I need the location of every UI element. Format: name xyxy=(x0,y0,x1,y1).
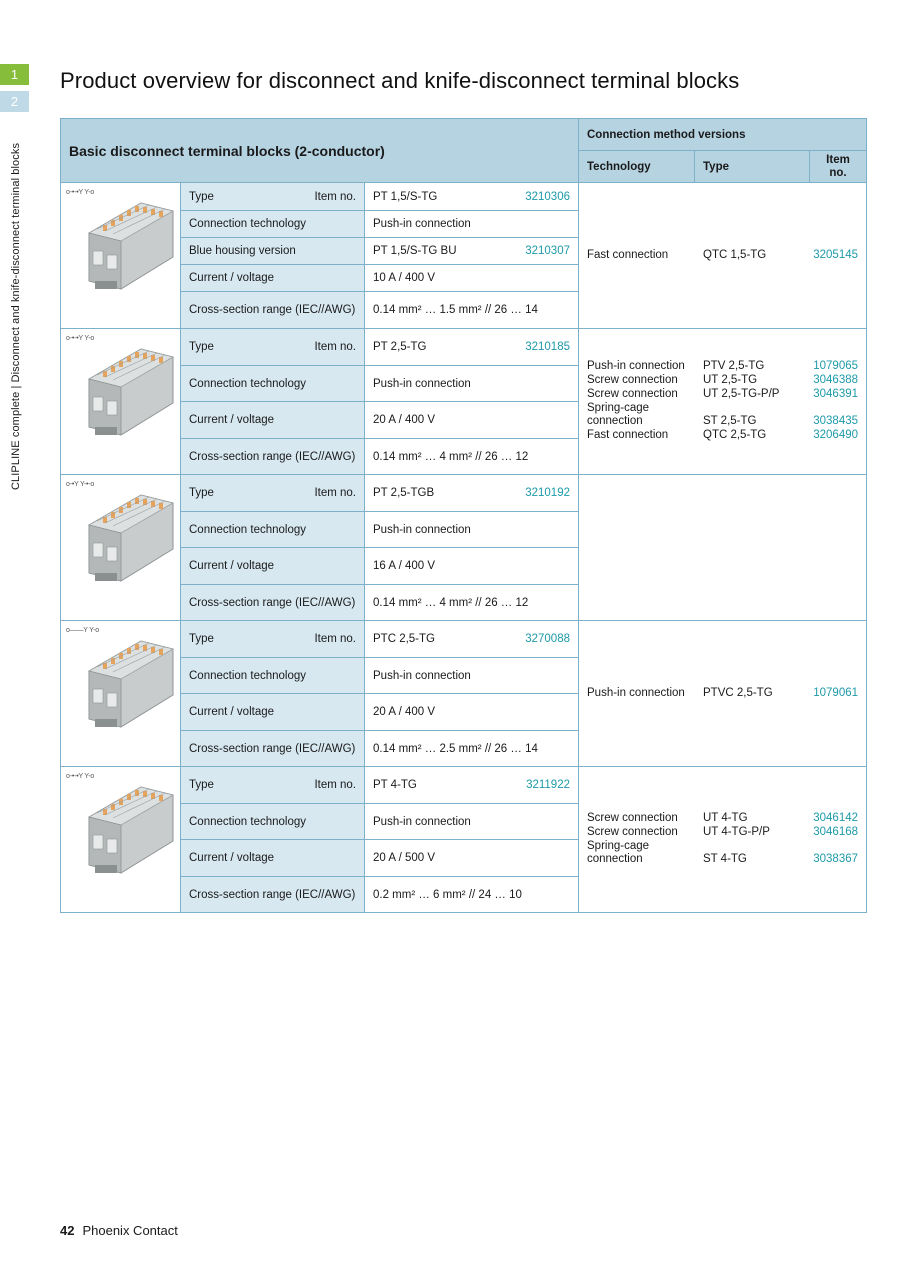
terminal-block-image xyxy=(81,199,177,299)
wiring-symbol: o-•-•Y Y-o xyxy=(66,189,95,196)
label-connection-technology: Connection technology xyxy=(181,512,365,548)
label-connection-technology: Connection technology xyxy=(181,658,365,694)
value-current-voltage: 16 A / 400 V xyxy=(365,548,579,585)
label-cross-section: Cross-section range (IEC//AWG) xyxy=(181,877,365,913)
page-number: 42 xyxy=(60,1223,75,1238)
label-current-voltage: Current / voltage xyxy=(181,694,365,731)
value-cross-section: 0.14 mm² … 2.5 mm² // 26 … 14 xyxy=(365,731,579,767)
item-number-link[interactable]: 3211922 xyxy=(526,779,570,791)
value-current-voltage: 10 A / 400 V xyxy=(365,265,579,292)
item-number-link[interactable]: 3038435 xyxy=(813,415,859,428)
value-type: PT 4-TG 3211922 xyxy=(365,767,579,804)
label-blue-housing: Blue housing version xyxy=(181,238,365,265)
terminal-block-image xyxy=(81,491,177,591)
product-image-cell xyxy=(61,183,181,329)
label-cross-section: Cross-section range (IEC//AWG) xyxy=(181,731,365,767)
value-connection-technology: Push-in connection xyxy=(365,512,579,548)
item-number-link[interactable]: 1079061 xyxy=(813,686,859,699)
connection-row: Fast connection QTC 2,5-TG 3206490 xyxy=(587,428,859,441)
wiring-symbol: o-•Y Y-•-o xyxy=(66,481,95,488)
connection-versions-cell xyxy=(579,329,867,475)
product-group xyxy=(61,329,867,475)
label-cross-section: Cross-section range (IEC//AWG) xyxy=(181,439,365,475)
company-name: Phoenix Contact xyxy=(82,1223,178,1238)
item-number-link[interactable]: 3046168 xyxy=(813,825,859,838)
page-title: Product overview for disconnect and knife-disconnect terminal blocks xyxy=(60,68,740,93)
label-cross-section: Cross-section range (IEC//AWG) xyxy=(181,585,365,621)
product-image-cell xyxy=(61,767,181,913)
terminal-block-image xyxy=(81,637,177,737)
label-type: Type Item no. xyxy=(181,475,365,512)
connection-row: Fast connection QTC 1,5-TG 3205145 xyxy=(587,248,859,261)
connection-versions-cell xyxy=(579,475,867,621)
value-cross-section: 0.14 mm² … 1.5 mm² // 26 … 14 xyxy=(365,292,579,329)
value-cross-section: 0.14 mm² … 4 mm² // 26 … 12 xyxy=(365,439,579,475)
product-group xyxy=(61,183,867,329)
label-type: Type Item no. xyxy=(181,767,365,804)
value-blue-housing: PT 1,5/S-TG BU 3210307 xyxy=(365,238,579,265)
terminal-block-image xyxy=(81,783,177,883)
col-type: Type xyxy=(695,151,810,183)
item-number-link[interactable]: 3210185 xyxy=(525,341,570,353)
side-running-title: CLIPLINE complete | Disconnect and knife-disconnect terminal blocks xyxy=(10,142,22,490)
connection-row: Spring-cage xyxy=(587,401,650,414)
item-number-link[interactable]: 3046388 xyxy=(813,374,859,387)
chapter-tab-1[interactable]: 1 xyxy=(0,64,29,85)
connection-row: Push-in connection PTVC 2,5-TG 1079061 xyxy=(587,686,859,699)
wiring-symbol: o-•-•Y Y-o xyxy=(66,335,95,342)
product-overview-table xyxy=(60,118,867,913)
connection-row: Screw connection UT 4-TG-P/P 3046168 xyxy=(587,825,859,838)
connection-row: Push-in connection PTV 2,5-TG 1079065 xyxy=(587,360,859,373)
col-technology: Technology xyxy=(579,151,695,183)
label-current-voltage: Current / voltage xyxy=(181,548,365,585)
value-cross-section: 0.14 mm² … 4 mm² // 26 … 12 xyxy=(365,585,579,621)
connection-versions-cell xyxy=(579,767,867,913)
product-image-cell xyxy=(61,329,181,475)
wiring-symbol: o-•-•Y Y-o xyxy=(66,773,95,780)
value-connection-technology: Push-in connection xyxy=(365,366,579,402)
product-image-cell xyxy=(61,475,181,621)
label-connection-technology: Connection technology xyxy=(181,211,365,238)
label-type: Type Item no. xyxy=(181,621,365,658)
chapter-tab-2[interactable]: 2 xyxy=(0,91,29,112)
connection-row: Screw connection UT 4-TG 3046142 xyxy=(587,812,859,825)
value-current-voltage: 20 A / 400 V xyxy=(365,694,579,731)
connection-row: Spring-cage xyxy=(587,839,650,852)
connection-row: connection ST 2,5-TG 3038435 xyxy=(587,415,859,428)
value-type: PT 2,5-TG 3210185 xyxy=(365,329,579,366)
header-connection-versions: Connection method versions xyxy=(579,119,867,151)
connection-row: Screw connection UT 2,5-TG 3046388 xyxy=(587,374,859,387)
value-cross-section: 0.2 mm² … 6 mm² // 24 … 10 xyxy=(365,877,579,913)
item-number-link[interactable]: 1079065 xyxy=(813,360,859,373)
terminal-block-image xyxy=(81,345,177,445)
product-group xyxy=(61,767,867,913)
label-type: Type Item no. xyxy=(181,329,365,366)
value-type: PTC 2,5-TG 3270088 xyxy=(365,621,579,658)
value-current-voltage: 20 A / 400 V xyxy=(365,402,579,439)
item-number-link[interactable]: 3210192 xyxy=(525,487,570,499)
item-number-link[interactable]: 3206490 xyxy=(813,428,859,441)
value-current-voltage: 20 A / 500 V xyxy=(365,840,579,877)
item-number-link[interactable]: 3205145 xyxy=(813,248,859,261)
connection-versions-cell xyxy=(579,621,867,767)
item-number-link[interactable]: 3046391 xyxy=(813,387,859,400)
header-basic-blocks: Basic disconnect terminal blocks (2-conductor) xyxy=(61,119,579,183)
label-connection-technology: Connection technology xyxy=(181,366,365,402)
value-connection-technology: Push-in connection xyxy=(365,804,579,840)
item-number-link[interactable]: 3046142 xyxy=(813,812,859,825)
value-type: PT 2,5-TGB 3210192 xyxy=(365,475,579,512)
label-current-voltage: Current / voltage xyxy=(181,265,365,292)
product-image-cell xyxy=(61,621,181,767)
connection-versions-cell xyxy=(579,183,867,329)
connection-row: connection ST 4-TG 3038367 xyxy=(587,853,859,866)
wiring-symbol: o——Y Y-o xyxy=(66,627,99,634)
product-group xyxy=(61,475,867,621)
value-connection-technology: Push-in connection xyxy=(365,211,579,238)
connection-row: Screw connection UT 2,5-TG-P/P 3046391 xyxy=(587,387,859,400)
item-number-link[interactable]: 3270088 xyxy=(525,633,570,645)
page-footer xyxy=(60,1223,178,1238)
col-item-no: Item no. xyxy=(810,151,867,183)
label-type: Type Item no. xyxy=(181,183,365,211)
item-number-link[interactable]: 3210307 xyxy=(525,245,570,257)
value-connection-technology: Push-in connection xyxy=(365,658,579,694)
product-group xyxy=(61,621,867,767)
label-current-voltage: Current / voltage xyxy=(181,840,365,877)
label-current-voltage: Current / voltage xyxy=(181,402,365,439)
label-cross-section: Cross-section range (IEC//AWG) xyxy=(181,292,365,329)
item-number-link[interactable]: 3038367 xyxy=(813,853,859,866)
label-connection-technology: Connection technology xyxy=(181,804,365,840)
item-number-link[interactable]: 3210306 xyxy=(525,190,570,203)
value-type: PT 1,5/S-TG 3210306 xyxy=(365,183,579,211)
